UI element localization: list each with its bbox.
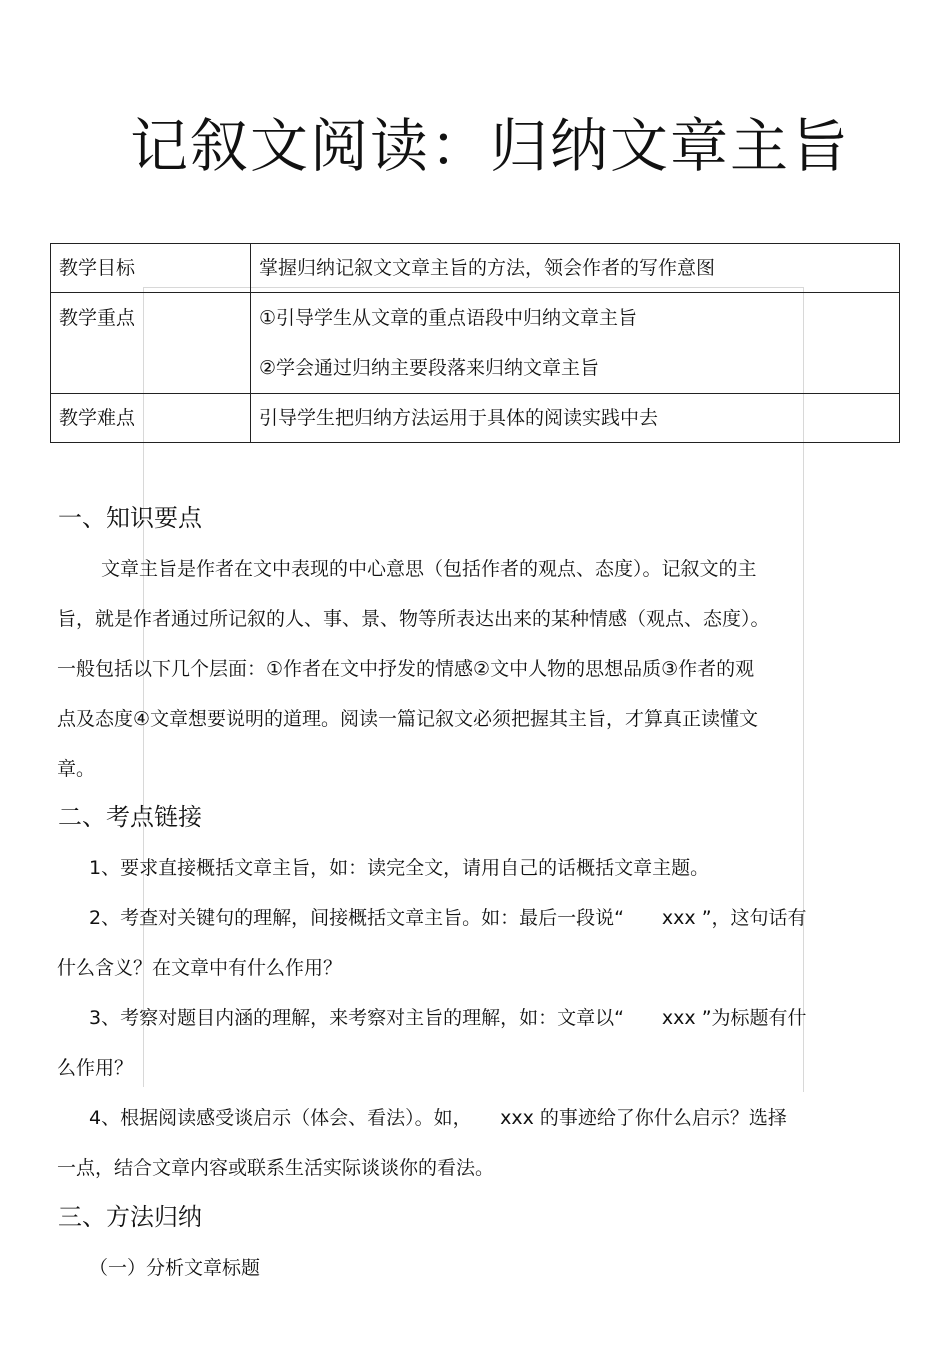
method-subheading <box>57 1243 897 1293</box>
row-line: ①引导学生从文章的重点语段中归纳文章主旨 <box>259 307 638 329</box>
item-line: 么作用？ <box>57 1057 134 1079</box>
subheading-line: （一）分析文章标题 <box>89 1257 261 1279</box>
row-label: 教学目标 <box>51 244 251 293</box>
section-heading-knowledge: 一、知识要点 <box>58 504 202 532</box>
exam-point-item <box>57 1093 897 1193</box>
table-row <box>51 244 900 293</box>
row-line: 引导学生把归纳方法运用于具体的阅读实践中去 <box>259 407 659 429</box>
exam-point-item <box>57 843 897 893</box>
item-line: 2、考查对关键句的理解，间接概括文章主旨。如：最后一段说“ xxx ”，这句话有 <box>89 907 807 929</box>
item-line: 一点，结合文章内容或联系生活实际谈谈你的看法。 <box>57 1157 495 1179</box>
teaching-info-table <box>50 243 900 443</box>
table-row <box>51 394 900 443</box>
row-content <box>251 293 900 394</box>
paragraph-line: 点及态度④文章想要说明的道理。阅读一篇记叙文必须把握其主旨，才算真正读懂文 <box>57 708 759 730</box>
item-line: 4、根据阅读感受谈启示（体会、看法）。如， xxx 的事迹给了你什么启示？选择 <box>89 1107 787 1129</box>
row-line: ②学会通过归纳主要段落来归纳文章主旨 <box>259 357 600 379</box>
exam-point-item <box>57 893 897 993</box>
row-label: 教学重点 <box>51 293 251 394</box>
page-title: 记叙文阅读：归纳文章主旨 <box>130 112 851 180</box>
paragraph-line: 章。 <box>57 758 96 780</box>
item-line: 什么含义？在文章中有什么作用？ <box>57 957 343 979</box>
knowledge-paragraph <box>57 544 897 794</box>
paragraph-line: 旨，就是作者通过所记叙的人、事、景、物等所表达出来的某种情感（观点、态度）。 <box>57 608 770 630</box>
row-line: 掌握归纳记叙文文章主旨的方法，领会作者的写作意图 <box>259 257 716 279</box>
item-line: 3、考察对题目内涵的理解，来考察对主旨的理解，如：文章以“ xxx ”为标题有什 <box>89 1007 807 1029</box>
section-heading-exam-points: 二、考点链接 <box>58 803 202 831</box>
paragraph-line: 文章主旨是作者在文中表现的中心意思（包括作者的观点、态度）。记叙文的主 <box>101 558 757 580</box>
row-content <box>251 244 900 293</box>
exam-point-item <box>57 993 897 1093</box>
table-row <box>51 293 900 394</box>
row-label: 教学难点 <box>51 394 251 443</box>
item-line: 1、要求直接概括文章主旨，如：读完全文，请用自己的话概括文章主题。 <box>89 857 710 879</box>
section-heading-methods: 三、方法归纳 <box>58 1203 202 1231</box>
paragraph-line: 一般包括以下几个层面：①作者在文中抒发的情感②文中人物的思想品质③作者的观 <box>57 658 755 680</box>
row-content <box>251 394 900 443</box>
